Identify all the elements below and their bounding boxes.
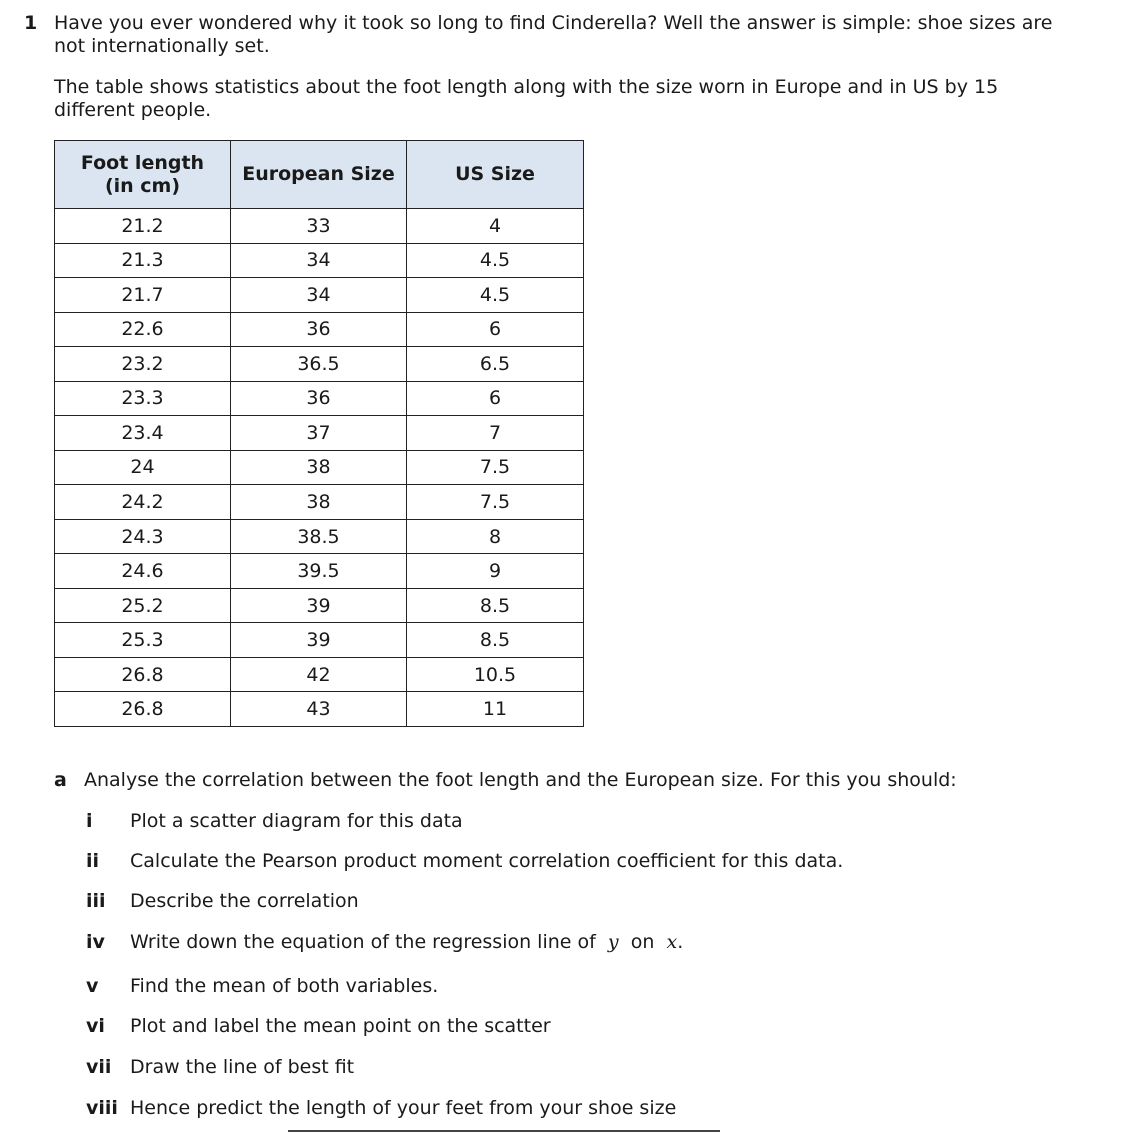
page-cut-rule	[288, 1130, 720, 1132]
subpart-label: viii	[86, 1097, 118, 1119]
european-size-cell: 36	[231, 381, 407, 416]
table-header-row	[55, 141, 584, 209]
subpart-label: iii	[86, 890, 106, 912]
european-size-cell: 34	[231, 243, 407, 278]
question-number: 1	[24, 12, 38, 34]
subpart-text: Calculate the Pearson product moment correlation coefficient for this data.	[130, 850, 844, 872]
foot-length-cell: 21.7	[55, 278, 231, 313]
foot-length-cell: 24.2	[55, 485, 231, 520]
us-size-cell: 11	[407, 692, 584, 727]
table-row	[55, 347, 584, 382]
us-size-cell: 9	[407, 554, 584, 589]
us-size-cell: 6	[407, 312, 584, 347]
table-row	[55, 623, 584, 658]
us-size-cell: 4.5	[407, 278, 584, 313]
table-row	[55, 416, 584, 451]
table-row	[55, 278, 584, 313]
header-foot-length-line2: (in cm)	[104, 174, 181, 197]
european-size-cell: 38.5	[231, 519, 407, 554]
european-size-cell: 39.5	[231, 554, 407, 589]
european-size-cell: 39	[231, 588, 407, 623]
us-size-cell: 7	[407, 416, 584, 451]
foot-length-cell: 24.3	[55, 519, 231, 554]
foot-length-cell: 24.6	[55, 554, 231, 589]
table-row	[55, 657, 584, 692]
foot-length-cell: 25.3	[55, 623, 231, 658]
subpart-text: Find the mean of both variables.	[130, 975, 439, 997]
subpart-text	[130, 931, 683, 953]
subpart-text-end: .	[677, 931, 684, 953]
subpart-label: vi	[86, 1015, 105, 1037]
table-row	[55, 588, 584, 623]
table-row	[55, 450, 584, 485]
subpart-text: Describe the correlation	[130, 890, 359, 912]
foot-length-cell: 23.2	[55, 347, 231, 382]
us-size-cell: 7.5	[407, 450, 584, 485]
subpart-label: i	[86, 810, 93, 832]
subpart-label: vii	[86, 1056, 112, 1078]
european-size-cell: 38	[231, 485, 407, 520]
header-foot-length	[55, 141, 231, 209]
shoe-size-table	[54, 140, 584, 727]
european-size-cell: 33	[231, 209, 407, 244]
variable-y: y	[607, 931, 619, 953]
us-size-cell: 8.5	[407, 588, 584, 623]
header-european-size: European Size	[231, 141, 407, 209]
foot-length-cell: 26.8	[55, 657, 231, 692]
subpart-text: Plot a scatter diagram for this data	[130, 810, 463, 832]
table-row	[55, 519, 584, 554]
european-size-cell: 36	[231, 312, 407, 347]
foot-length-cell: 24	[55, 450, 231, 485]
european-size-cell: 39	[231, 623, 407, 658]
subpart-text: Plot and label the mean point on the scatter	[130, 1015, 551, 1037]
us-size-cell: 6	[407, 381, 584, 416]
table-row	[55, 381, 584, 416]
us-size-cell: 6.5	[407, 347, 584, 382]
table-row	[55, 554, 584, 589]
foot-length-cell: 21.2	[55, 209, 231, 244]
subpart-label: v	[86, 975, 99, 997]
foot-length-cell: 22.6	[55, 312, 231, 347]
subpart-text: Draw the line of best fit	[130, 1056, 355, 1078]
table-row	[55, 243, 584, 278]
us-size-cell: 8.5	[407, 623, 584, 658]
subpart-label: iv	[86, 931, 105, 953]
european-size-cell: 42	[231, 657, 407, 692]
table-row	[55, 312, 584, 347]
european-size-cell: 43	[231, 692, 407, 727]
question-intro: Have you ever wondered why it took so long to find Cinderella? Well the answer is simple: shoe sizes are not internationally set.	[54, 12, 1053, 57]
european-size-cell: 38	[231, 450, 407, 485]
us-size-cell: 10.5	[407, 657, 584, 692]
table-row	[55, 485, 584, 520]
european-size-cell: 37	[231, 416, 407, 451]
subpart-text: Hence predict the length of your feet from your shoe size	[130, 1097, 677, 1119]
table-row	[55, 692, 584, 727]
subpart-text-start: Write down the equation of the regression line of	[130, 931, 596, 953]
foot-length-cell: 25.2	[55, 588, 231, 623]
us-size-cell: 7.5	[407, 485, 584, 520]
table-row	[55, 209, 584, 244]
foot-length-cell: 21.3	[55, 243, 231, 278]
foot-length-cell: 23.4	[55, 416, 231, 451]
european-size-cell: 36.5	[231, 347, 407, 382]
variable-x: x	[666, 931, 678, 953]
header-foot-length-line1: Foot length	[80, 151, 205, 174]
foot-length-cell: 23.3	[55, 381, 231, 416]
subpart-label: ii	[86, 850, 100, 872]
word-on: on	[630, 931, 655, 953]
part-a-text: Analyse the correlation between the foot length and the European size. For this you should:	[84, 769, 957, 791]
us-size-cell: 4	[407, 209, 584, 244]
european-size-cell: 34	[231, 278, 407, 313]
us-size-cell: 8	[407, 519, 584, 554]
us-size-cell: 4.5	[407, 243, 584, 278]
question-description: The table shows statistics about the foot length along with the size worn in Europe and in US by 15 different people.	[54, 76, 999, 121]
part-a-label: a	[54, 769, 67, 791]
header-us-size: US Size	[407, 141, 584, 209]
foot-length-cell: 26.8	[55, 692, 231, 727]
